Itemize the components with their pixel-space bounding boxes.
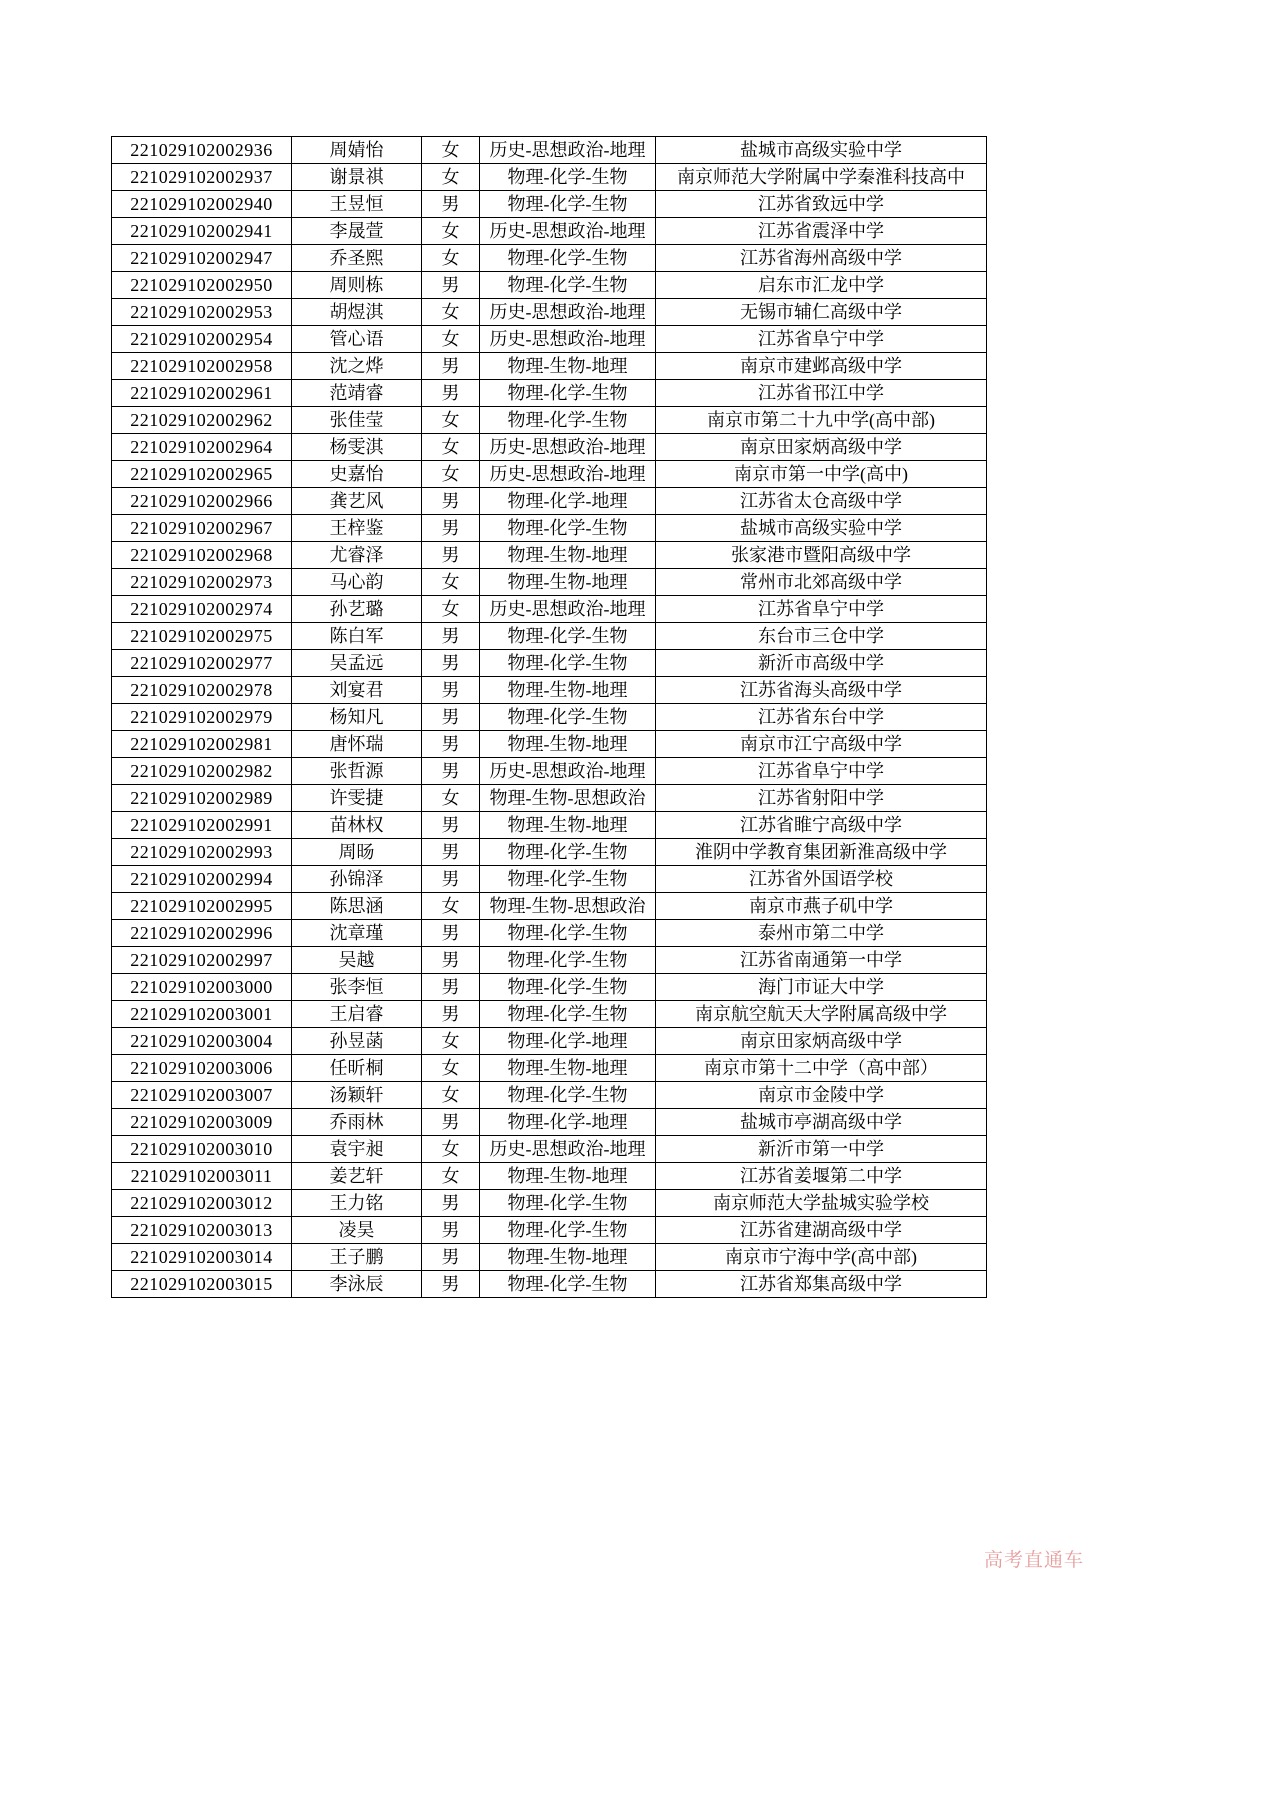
subjects-cell: 物理-生物-地理 (480, 569, 656, 596)
school-cell: 南京市第一中学(高中) (656, 461, 987, 488)
candidate-id-cell: 221029102003014 (112, 1244, 292, 1271)
candidate-id-cell: 221029102003009 (112, 1109, 292, 1136)
name-cell: 沈章瑾 (292, 920, 422, 947)
subjects-cell: 物理-生物-思想政治 (480, 785, 656, 812)
table-row (112, 1136, 987, 1163)
school-cell: 南京市第二十九中学(高中部) (656, 407, 987, 434)
candidate-id-cell: 221029102002937 (112, 164, 292, 191)
candidate-id-cell: 221029102002991 (112, 812, 292, 839)
gender-cell: 男 (422, 1244, 480, 1271)
name-cell: 陈思涵 (292, 893, 422, 920)
student-list-table (111, 136, 987, 1298)
school-cell: 江苏省太仓高级中学 (656, 488, 987, 515)
gender-cell: 男 (422, 191, 480, 218)
name-cell: 谢景祺 (292, 164, 422, 191)
name-cell: 李泳辰 (292, 1271, 422, 1298)
name-cell: 汤颖轩 (292, 1082, 422, 1109)
table-row (112, 1109, 987, 1136)
table-row (112, 515, 987, 542)
subjects-cell: 物理-化学-生物 (480, 515, 656, 542)
name-cell: 唐怀瑞 (292, 731, 422, 758)
candidate-id-cell: 221029102003004 (112, 1028, 292, 1055)
school-cell: 南京市金陵中学 (656, 1082, 987, 1109)
candidate-id-cell: 221029102003011 (112, 1163, 292, 1190)
name-cell: 王启睿 (292, 1001, 422, 1028)
subjects-cell: 历史-思想政治-地理 (480, 326, 656, 353)
name-cell: 周则栋 (292, 272, 422, 299)
school-cell: 南京市第十二中学（高中部） (656, 1055, 987, 1082)
subjects-cell: 物理-化学-生物 (480, 866, 656, 893)
school-cell: 江苏省姜堰第二中学 (656, 1163, 987, 1190)
subjects-cell: 物理-化学-生物 (480, 1082, 656, 1109)
table-row (112, 758, 987, 785)
table-row (112, 1271, 987, 1298)
school-cell: 江苏省建湖高级中学 (656, 1217, 987, 1244)
candidate-id-cell: 221029102002977 (112, 650, 292, 677)
school-cell: 盐城市高级实验中学 (656, 515, 987, 542)
gender-cell: 男 (422, 920, 480, 947)
name-cell: 杨雯淇 (292, 434, 422, 461)
school-cell: 盐城市亭湖高级中学 (656, 1109, 987, 1136)
candidate-id-cell: 221029102003001 (112, 1001, 292, 1028)
name-cell: 陈白军 (292, 623, 422, 650)
school-cell: 南京田家炳高级中学 (656, 434, 987, 461)
table-row (112, 488, 987, 515)
name-cell: 李晟萱 (292, 218, 422, 245)
name-cell: 尤睿泽 (292, 542, 422, 569)
school-cell: 新沂市第一中学 (656, 1136, 987, 1163)
subjects-cell: 物理-生物-地理 (480, 542, 656, 569)
name-cell: 孙艺璐 (292, 596, 422, 623)
gender-cell: 男 (422, 272, 480, 299)
gender-cell: 男 (422, 353, 480, 380)
table-row (112, 1244, 987, 1271)
table-row (112, 191, 987, 218)
candidate-id-cell: 221029102002941 (112, 218, 292, 245)
table-row (112, 704, 987, 731)
table-row (112, 893, 987, 920)
school-cell: 启东市汇龙中学 (656, 272, 987, 299)
school-cell: 南京田家炳高级中学 (656, 1028, 987, 1055)
name-cell: 马心韵 (292, 569, 422, 596)
table-row (112, 245, 987, 272)
candidate-id-cell: 221029102002989 (112, 785, 292, 812)
subjects-cell: 物理-生物-地理 (480, 1055, 656, 1082)
candidate-id-cell: 221029102002997 (112, 947, 292, 974)
gender-cell: 男 (422, 1109, 480, 1136)
subjects-cell: 物理-化学-地理 (480, 1109, 656, 1136)
candidate-id-cell: 221029102002973 (112, 569, 292, 596)
table-row (112, 461, 987, 488)
school-cell: 东台市三仓中学 (656, 623, 987, 650)
subjects-cell: 物理-生物-地理 (480, 1163, 656, 1190)
name-cell: 袁宇昶 (292, 1136, 422, 1163)
name-cell: 范靖睿 (292, 380, 422, 407)
subjects-cell: 历史-思想政治-地理 (480, 596, 656, 623)
candidate-id-cell: 221029102003006 (112, 1055, 292, 1082)
subjects-cell: 物理-化学-生物 (480, 947, 656, 974)
school-cell: 新沂市高级中学 (656, 650, 987, 677)
school-cell: 江苏省射阳中学 (656, 785, 987, 812)
candidate-id-cell: 221029102002993 (112, 839, 292, 866)
candidate-id-cell: 221029102002958 (112, 353, 292, 380)
school-cell: 张家港市暨阳高级中学 (656, 542, 987, 569)
gender-cell: 男 (422, 974, 480, 1001)
candidate-id-cell: 221029102003000 (112, 974, 292, 1001)
subjects-cell: 物理-化学-生物 (480, 1271, 656, 1298)
subjects-cell: 历史-思想政治-地理 (480, 299, 656, 326)
school-cell: 南京师范大学附属中学秦淮科技高中 (656, 164, 987, 191)
subjects-cell: 物理-化学-生物 (480, 407, 656, 434)
student-table-body (112, 137, 987, 1298)
name-cell: 龚艺风 (292, 488, 422, 515)
candidate-id-cell: 221029102002968 (112, 542, 292, 569)
name-cell: 史嘉怡 (292, 461, 422, 488)
candidate-id-cell: 221029102002947 (112, 245, 292, 272)
school-cell: 常州市北郊高级中学 (656, 569, 987, 596)
gender-cell: 女 (422, 1055, 480, 1082)
table-row (112, 677, 987, 704)
candidate-id-cell: 221029102002962 (112, 407, 292, 434)
name-cell: 王子鹏 (292, 1244, 422, 1271)
subjects-cell: 物理-化学-生物 (480, 704, 656, 731)
subjects-cell: 物理-化学-生物 (480, 920, 656, 947)
candidate-id-cell: 221029102002964 (112, 434, 292, 461)
subjects-cell: 历史-思想政治-地理 (480, 434, 656, 461)
gender-cell: 男 (422, 704, 480, 731)
table-row (112, 569, 987, 596)
subjects-cell: 物理-化学-地理 (480, 488, 656, 515)
subjects-cell: 物理-化学-地理 (480, 1028, 656, 1055)
subjects-cell: 物理-生物-地理 (480, 812, 656, 839)
gender-cell: 女 (422, 326, 480, 353)
table-row (112, 785, 987, 812)
table-row (112, 650, 987, 677)
gender-cell: 男 (422, 812, 480, 839)
school-cell: 南京市燕子矶中学 (656, 893, 987, 920)
table-row (112, 839, 987, 866)
candidate-id-cell: 221029102002953 (112, 299, 292, 326)
subjects-cell: 历史-思想政治-地理 (480, 461, 656, 488)
table-row (112, 1055, 987, 1082)
table-row (112, 353, 987, 380)
subjects-cell: 物理-化学-生物 (480, 1001, 656, 1028)
table-row (112, 1217, 987, 1244)
candidate-id-cell: 221029102002961 (112, 380, 292, 407)
name-cell: 王力铭 (292, 1190, 422, 1217)
school-cell: 江苏省外国语学校 (656, 866, 987, 893)
school-cell: 海门市证大中学 (656, 974, 987, 1001)
subjects-cell: 物理-化学-生物 (480, 839, 656, 866)
name-cell: 周婧怡 (292, 137, 422, 164)
school-cell: 南京航空航天大学附属高级中学 (656, 1001, 987, 1028)
gender-cell: 女 (422, 1136, 480, 1163)
gender-cell: 男 (422, 1190, 480, 1217)
school-cell: 江苏省阜宁中学 (656, 326, 987, 353)
gender-cell: 女 (422, 569, 480, 596)
name-cell: 孙昱菡 (292, 1028, 422, 1055)
table-row (112, 596, 987, 623)
candidate-id-cell: 221029102003010 (112, 1136, 292, 1163)
gender-cell: 女 (422, 1163, 480, 1190)
candidate-id-cell: 221029102003013 (112, 1217, 292, 1244)
table-row (112, 326, 987, 353)
subjects-cell: 物理-化学-生物 (480, 1217, 656, 1244)
gender-cell: 女 (422, 893, 480, 920)
school-cell: 江苏省南通第一中学 (656, 947, 987, 974)
name-cell: 任昕桐 (292, 1055, 422, 1082)
table-row (112, 920, 987, 947)
name-cell: 姜艺轩 (292, 1163, 422, 1190)
subjects-cell: 物理-生物-地理 (480, 731, 656, 758)
gender-cell: 女 (422, 1028, 480, 1055)
table-row (112, 272, 987, 299)
subjects-cell: 物理-化学-生物 (480, 650, 656, 677)
gender-cell: 男 (422, 542, 480, 569)
school-cell: 无锡市辅仁高级中学 (656, 299, 987, 326)
table-row (112, 434, 987, 461)
gender-cell: 男 (422, 839, 480, 866)
gender-cell: 男 (422, 866, 480, 893)
table-row (112, 407, 987, 434)
gender-cell: 女 (422, 434, 480, 461)
gender-cell: 男 (422, 515, 480, 542)
school-cell: 淮阴中学教育集团新淮高级中学 (656, 839, 987, 866)
name-cell: 杨知凡 (292, 704, 422, 731)
candidate-id-cell: 221029102002981 (112, 731, 292, 758)
subjects-cell: 物理-生物-地理 (480, 1244, 656, 1271)
name-cell: 王昱恒 (292, 191, 422, 218)
candidate-id-cell: 221029102002978 (112, 677, 292, 704)
subjects-cell: 物理-化学-生物 (480, 380, 656, 407)
school-cell: 江苏省海头高级中学 (656, 677, 987, 704)
candidate-id-cell: 221029102002996 (112, 920, 292, 947)
subjects-cell: 物理-化学-生物 (480, 623, 656, 650)
candidate-id-cell: 221029102003007 (112, 1082, 292, 1109)
name-cell: 张李恒 (292, 974, 422, 1001)
table-row (112, 1082, 987, 1109)
school-cell: 盐城市高级实验中学 (656, 137, 987, 164)
name-cell: 胡煜淇 (292, 299, 422, 326)
gender-cell: 男 (422, 380, 480, 407)
table-row (112, 137, 987, 164)
gender-cell: 女 (422, 137, 480, 164)
name-cell: 沈之烨 (292, 353, 422, 380)
table-row (112, 947, 987, 974)
name-cell: 孙锦泽 (292, 866, 422, 893)
candidate-id-cell: 221029102002995 (112, 893, 292, 920)
subjects-cell: 物理-化学-生物 (480, 245, 656, 272)
subjects-cell: 历史-思想政治-地理 (480, 137, 656, 164)
name-cell: 王梓鉴 (292, 515, 422, 542)
candidate-id-cell: 221029102003012 (112, 1190, 292, 1217)
name-cell: 吴越 (292, 947, 422, 974)
name-cell: 管心语 (292, 326, 422, 353)
candidate-id-cell: 221029102002936 (112, 137, 292, 164)
name-cell: 乔圣熙 (292, 245, 422, 272)
gender-cell: 女 (422, 785, 480, 812)
gender-cell: 男 (422, 677, 480, 704)
school-cell: 江苏省睢宁高级中学 (656, 812, 987, 839)
table-row (112, 164, 987, 191)
subjects-cell: 物理-化学-生物 (480, 164, 656, 191)
subjects-cell: 物理-生物-地理 (480, 353, 656, 380)
gender-cell: 男 (422, 731, 480, 758)
name-cell: 吴孟远 (292, 650, 422, 677)
name-cell: 张佳莹 (292, 407, 422, 434)
table-row (112, 380, 987, 407)
gender-cell: 女 (422, 596, 480, 623)
table-row (112, 1190, 987, 1217)
candidate-id-cell: 221029102002967 (112, 515, 292, 542)
candidate-id-cell: 221029102002982 (112, 758, 292, 785)
gender-cell: 男 (422, 758, 480, 785)
table-row (112, 623, 987, 650)
watermark-gaokao-zhitongche: 高考直通车 (984, 1550, 1085, 1571)
name-cell: 刘宴君 (292, 677, 422, 704)
name-cell: 乔雨林 (292, 1109, 422, 1136)
candidate-id-cell: 221029102002975 (112, 623, 292, 650)
subjects-cell: 历史-思想政治-地理 (480, 218, 656, 245)
candidate-id-cell: 221029102002979 (112, 704, 292, 731)
school-cell: 泰州市第二中学 (656, 920, 987, 947)
candidate-id-cell: 221029102002974 (112, 596, 292, 623)
candidate-id-cell: 221029102002940 (112, 191, 292, 218)
school-cell: 江苏省致远中学 (656, 191, 987, 218)
school-cell: 江苏省阜宁中学 (656, 596, 987, 623)
gender-cell: 女 (422, 299, 480, 326)
table-row (112, 299, 987, 326)
name-cell: 苗林权 (292, 812, 422, 839)
subjects-cell: 物理-生物-地理 (480, 677, 656, 704)
table-row (112, 866, 987, 893)
subjects-cell: 物理-化学-生物 (480, 1190, 656, 1217)
candidate-id-cell: 221029102002954 (112, 326, 292, 353)
school-cell: 南京市建邺高级中学 (656, 353, 987, 380)
table-row (112, 218, 987, 245)
table-row (112, 1028, 987, 1055)
candidate-id-cell: 221029102003015 (112, 1271, 292, 1298)
subjects-cell: 历史-思想政治-地理 (480, 758, 656, 785)
subjects-cell: 物理-化学-生物 (480, 191, 656, 218)
subjects-cell: 物理-生物-思想政治 (480, 893, 656, 920)
name-cell: 周旸 (292, 839, 422, 866)
subjects-cell: 历史-思想政治-地理 (480, 1136, 656, 1163)
candidate-id-cell: 221029102002994 (112, 866, 292, 893)
subjects-cell: 物理-化学-生物 (480, 272, 656, 299)
table-row (112, 1001, 987, 1028)
school-cell: 江苏省海州高级中学 (656, 245, 987, 272)
candidate-id-cell: 221029102002965 (112, 461, 292, 488)
school-cell: 江苏省东台中学 (656, 704, 987, 731)
gender-cell: 男 (422, 1271, 480, 1298)
gender-cell: 女 (422, 1082, 480, 1109)
gender-cell: 男 (422, 947, 480, 974)
gender-cell: 男 (422, 650, 480, 677)
school-cell: 南京师范大学盐城实验学校 (656, 1190, 987, 1217)
name-cell: 张哲源 (292, 758, 422, 785)
candidate-id-cell: 221029102002950 (112, 272, 292, 299)
table-row (112, 542, 987, 569)
gender-cell: 男 (422, 623, 480, 650)
school-cell: 江苏省邗江中学 (656, 380, 987, 407)
gender-cell: 女 (422, 407, 480, 434)
table-row (112, 812, 987, 839)
gender-cell: 男 (422, 488, 480, 515)
school-cell: 江苏省震泽中学 (656, 218, 987, 245)
school-cell: 南京市宁海中学(高中部) (656, 1244, 987, 1271)
gender-cell: 男 (422, 1001, 480, 1028)
school-cell: 江苏省郑集高级中学 (656, 1271, 987, 1298)
gender-cell: 女 (422, 218, 480, 245)
table-row (112, 1163, 987, 1190)
table-row (112, 974, 987, 1001)
gender-cell: 男 (422, 1217, 480, 1244)
candidate-id-cell: 221029102002966 (112, 488, 292, 515)
subjects-cell: 物理-化学-生物 (480, 974, 656, 1001)
school-cell: 南京市江宁高级中学 (656, 731, 987, 758)
name-cell: 许雯捷 (292, 785, 422, 812)
gender-cell: 女 (422, 164, 480, 191)
gender-cell: 女 (422, 461, 480, 488)
gender-cell: 女 (422, 245, 480, 272)
name-cell: 凌昊 (292, 1217, 422, 1244)
table-row (112, 731, 987, 758)
school-cell: 江苏省阜宁中学 (656, 758, 987, 785)
